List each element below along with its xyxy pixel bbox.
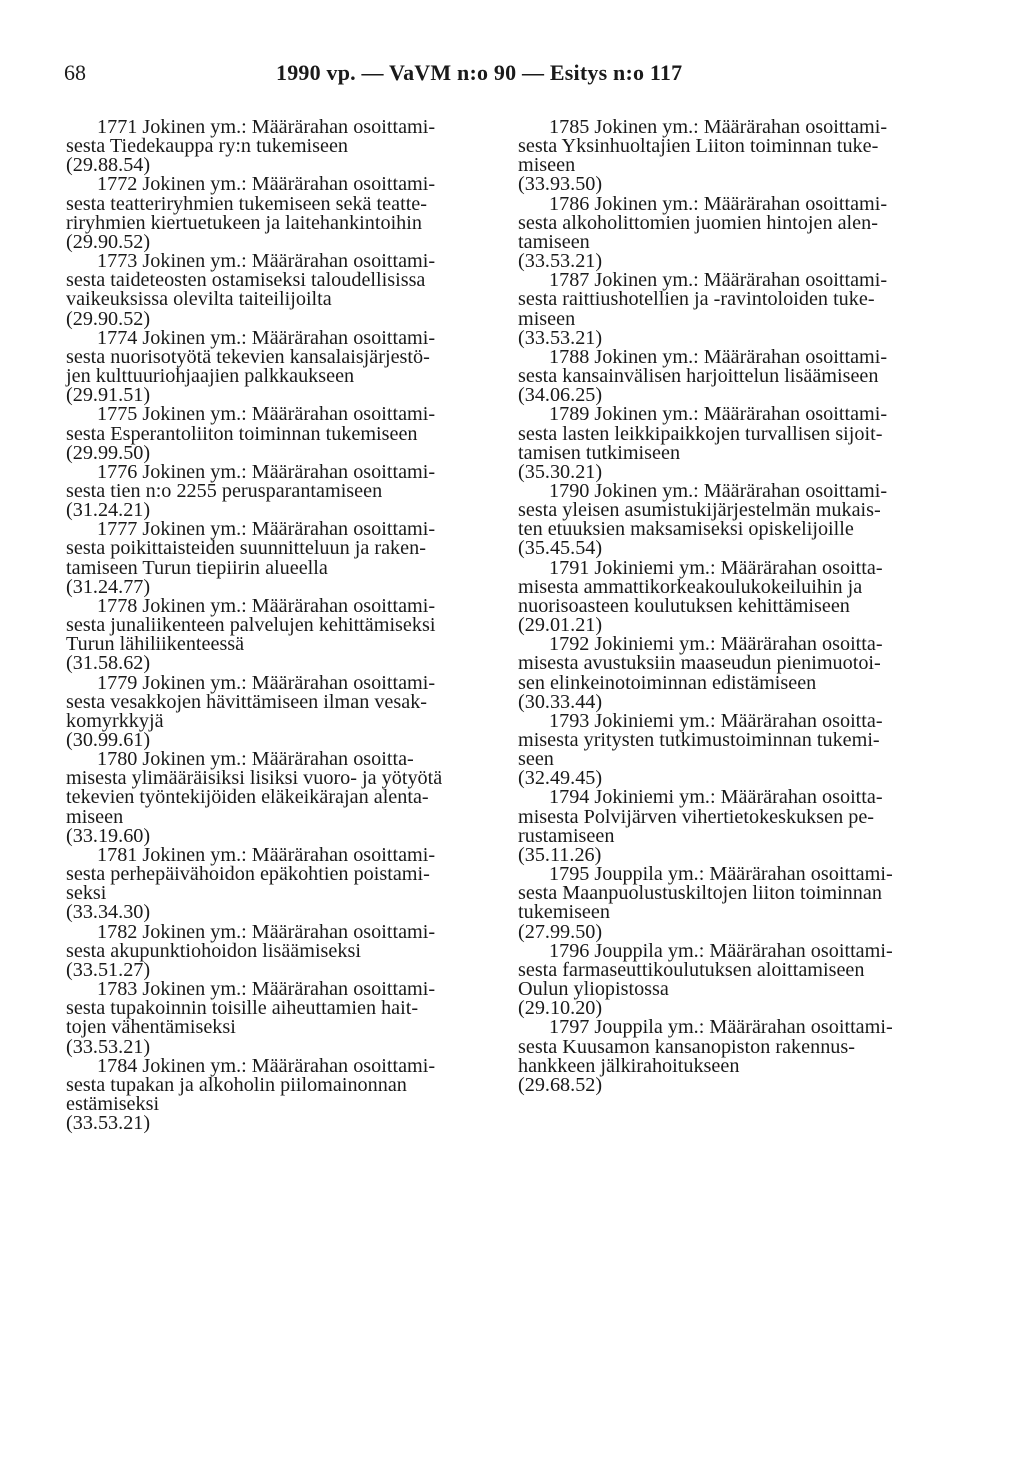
motion-text-line: sesta farmaseuttikoulutuksen aloittamiseen (518, 958, 865, 981)
motion-heading: 1797 Jouppila ym.: Määrärahan osoittami- (549, 1016, 893, 1039)
motion-heading: 1773 Jokinen ym.: Määrärahan osoittami- (97, 250, 436, 273)
motion-text-line: sesta teatteriryhmien tukemiseen sekä teatte- (66, 192, 427, 215)
budget-item-number: (35.30.21) (518, 460, 603, 483)
motion-heading: 1787 Jokinen ym.: Määrärahan osoittami- (549, 269, 888, 292)
budget-item-number: (33.34.30) (66, 901, 151, 924)
budget-item-number: (33.51.27) (66, 958, 151, 981)
motion-text-line: sesta Yksinhuoltajien Liiton toiminnan tuke- (518, 135, 879, 158)
motion-entry (66, 671, 506, 751)
motion-text-line: Turun lähiliikenteessä (66, 633, 245, 656)
motion-entry (518, 939, 964, 1020)
motion-text-line: sesta tupakoinnin toisille aiheuttamien hait- (66, 997, 419, 1020)
motion-entry (66, 980, 506, 1057)
motion-entry (66, 843, 506, 924)
budget-item-number: (31.24.21) (66, 499, 151, 522)
motion-heading: 1774 Jokinen ym.: Määrärahan osoittami- (97, 326, 436, 349)
motion-text-line: misesta avustuksiin maaseudun pienimuotoi- (518, 652, 881, 675)
motion-text-line: sesta lasten leikkipaikkojen turvallisen sijoit- (518, 422, 883, 445)
motion-text-line: sesta nuorisotyötä tekevien kansalaisjärjestö- (66, 345, 430, 368)
motion-heading: 1796 Jouppila ym.: Määrärahan osoittami- (549, 939, 893, 962)
motion-entry (518, 1018, 964, 1095)
motion-text-line: misesta ammattikorkeakoulukokeiluihin ja (518, 575, 863, 598)
motion-entry (518, 118, 964, 195)
motion-entry (518, 788, 964, 865)
motion-text-line: tamiseen (518, 230, 590, 253)
motion-heading: 1779 Jokinen ym.: Määrärahan osoittami- (97, 671, 436, 694)
motion-entry (66, 920, 506, 981)
motion-entry (66, 118, 506, 175)
motion-text-line: komyrkkyjä (66, 709, 164, 732)
motion-heading: 1771 Jokinen ym.: Määrärahan osoittami- (97, 116, 436, 138)
budget-item-number: (30.33.44) (518, 690, 603, 713)
motion-text-line: tojen vähentämiseksi (66, 1016, 236, 1039)
motion-entry (518, 405, 964, 482)
budget-item-number: (33.53.21) (66, 1035, 151, 1058)
motion-text-line: seen (518, 748, 554, 771)
motion-heading: 1795 Jouppila ym.: Määrärahan osoittami- (549, 863, 893, 886)
motion-heading: 1788 Jokinen ym.: Määrärahan osoittami- (549, 345, 888, 368)
page-number: 68 (64, 60, 86, 85)
motion-text-line: tamisen tutkimiseen (518, 441, 681, 464)
motion-entry (66, 326, 506, 407)
budget-item-number: (33.53.21) (518, 250, 603, 273)
motion-heading: 1775 Jokinen ym.: Määrärahan osoittami- (97, 403, 436, 426)
motion-heading: 1784 Jokinen ym.: Määrärahan osoittami- (97, 1054, 436, 1077)
motion-entry (66, 405, 506, 462)
motion-entry (518, 635, 964, 712)
motion-entry (66, 750, 506, 846)
motion-text-line: sesta tien n:o 2255 perusparantamiseen (66, 479, 383, 502)
motion-heading: 1777 Jokinen ym.: Määrärahan osoittami- (97, 518, 436, 541)
motion-heading: 1789 Jokinen ym.: Määrärahan osoittami- (549, 403, 888, 426)
motion-text-line: Oulun yliopistossa (518, 978, 669, 1001)
motion-text-line: sen elinkeinotoiminnan edistämiseen (518, 671, 817, 694)
budget-item-number: (33.93.50) (518, 173, 603, 196)
motion-entry (518, 709, 964, 790)
right-column (518, 118, 964, 1095)
motion-text-line: sesta alkoholittomien juomien hintojen alen- (518, 211, 878, 234)
budget-item-number: (27.99.50) (518, 920, 603, 943)
motion-entry (518, 865, 964, 942)
motion-heading: 1783 Jokinen ym.: Määrärahan osoittami- (97, 978, 436, 1001)
budget-item-number: (29.68.52) (518, 1073, 603, 1096)
budget-item-number: (29.91.51) (66, 384, 151, 407)
motion-text-line: misesta Polvijärven vihertietokeskuksen pe- (518, 805, 875, 828)
motion-text-line: sesta junaliikenteen palvelujen kehittämiseksi (66, 614, 436, 637)
motion-entry (66, 594, 506, 675)
motion-text-line: ten etuuksien maksamiseksi opiskelijoille (518, 518, 854, 541)
motion-text-line: sesta poikittaisteiden suunnitteluun ja raken- (66, 537, 426, 560)
motion-text-line: sesta Kuusamon kansanopiston rakennus- (518, 1035, 855, 1058)
motion-heading: 1790 Jokinen ym.: Määrärahan osoittami- (549, 479, 888, 502)
motion-text-line: misesta ylimääräisiksi lisiksi vuoro- ja yötyötä (66, 767, 443, 790)
motion-text-line: miseen (518, 307, 576, 330)
motion-heading: 1785 Jokinen ym.: Määrärahan osoittami- (549, 116, 888, 138)
motion-text-line: tukemiseen (518, 901, 610, 924)
motion-text-line: sesta Esperantoliiton toiminnan tukemiseen (66, 422, 418, 445)
budget-item-number: (34.06.25) (518, 384, 603, 407)
motion-text-line: jen kulttuuriohjaajien palkkaukseen (66, 365, 355, 388)
motion-entry (518, 271, 964, 348)
budget-item-number: (29.88.54) (66, 154, 151, 177)
motion-heading: 1791 Jokiniemi ym.: Määrärahan osoitta- (549, 556, 883, 579)
motion-text-line: sesta raittiushotellien ja -ravintoloiden tuke- (518, 288, 875, 311)
motion-entry (66, 520, 506, 597)
budget-item-number: (35.11.26) (518, 843, 602, 866)
budget-item-number: (29.90.52) (66, 307, 151, 330)
motion-text-line: riryhmien kiertuetukeen ja laitehankintoihin (66, 211, 422, 234)
budget-item-number: (29.99.50) (66, 441, 151, 464)
motion-text-line: sesta akupunktiohoidon lisäämiseksi (66, 939, 361, 962)
left-column (66, 118, 506, 1133)
motion-entry (518, 345, 964, 407)
motion-text-line: miseen (66, 805, 124, 828)
budget-item-number: (35.45.54) (518, 537, 603, 560)
motion-entry (66, 1054, 506, 1135)
motion-heading: 1772 Jokinen ym.: Määrärahan osoittami- (97, 173, 436, 196)
motion-heading: 1792 Jokiniemi ym.: Määrärahan osoitta- (549, 633, 883, 656)
motion-text-line: hankkeen jälkirahoitukseen (518, 1054, 740, 1077)
motion-text-line: miseen (518, 154, 576, 177)
motion-heading: 1793 Jokiniemi ym.: Määrärahan osoitta- (549, 709, 883, 732)
motion-entry (518, 192, 964, 273)
motion-text-line: sesta Maanpuolustuskiltojen liiton toiminnan (518, 882, 882, 905)
motion-text-line: sesta kansainvälisen harjoittelun lisäämiseen (518, 365, 879, 388)
running-header: 1990 vp. — VaVM n:o 90 — Esitys n:o 117 (276, 60, 683, 85)
budget-item-number: (31.58.62) (66, 652, 151, 675)
motion-text-line: vaikeuksissa olevilta taiteilijoilta (66, 288, 332, 311)
budget-item-number: (29.10.20) (518, 997, 603, 1020)
motion-text-line: nuorisoasteen koulutuksen kehittämiseen (518, 594, 850, 617)
motion-text-line: sesta taideteosten ostamiseksi taloudellisissa (66, 269, 426, 292)
budget-item-number: (29.01.21) (518, 614, 603, 637)
motion-heading: 1794 Jokiniemi ym.: Määrärahan osoitta- (549, 786, 883, 809)
motion-text-line: seksi (66, 882, 107, 905)
motion-text-line: tekevien työntekijöiden eläkeikärajan alenta- (66, 786, 429, 809)
motion-text-line: sesta Tiedekauppa ry:n tukemiseen (66, 135, 349, 158)
budget-item-number: (29.90.52) (66, 230, 151, 253)
motion-text-line: sesta yleisen asumistukijärjestelmän mukais- (518, 499, 881, 522)
budget-item-number: (32.49.45) (518, 767, 603, 790)
motion-text-line: tamiseen Turun tiepiirin alueella (66, 556, 328, 579)
motion-entry (518, 556, 964, 637)
motion-entry (66, 460, 506, 522)
budget-item-number: (30.99.61) (66, 729, 151, 751)
motion-entry (66, 252, 506, 329)
motion-text-line: sesta tupakan ja alkoholin piilomainonnan (66, 1073, 407, 1096)
motion-entry (518, 479, 964, 560)
motion-heading: 1782 Jokinen ym.: Määrärahan osoittami- (97, 920, 436, 943)
motion-text-line: sesta vesakkojen hävittämiseen ilman vesak- (66, 690, 428, 713)
motion-text-line: rustamiseen (518, 824, 615, 847)
budget-item-number: (31.24.77) (66, 575, 151, 598)
budget-item-number: (33.53.21) (518, 326, 603, 349)
motion-text-line: sesta perhepäivähoidon epäkohtien poistami- (66, 863, 430, 886)
motion-entry (66, 175, 506, 252)
budget-item-number: (33.53.21) (66, 1112, 151, 1135)
motion-heading: 1780 Jokinen ym.: Määrärahan osoitta- (97, 748, 414, 771)
motion-text-line: misesta yritysten tutkimustoiminnan tukemi- (518, 729, 880, 751)
motion-heading: 1778 Jokinen ym.: Määrärahan osoittami- (97, 594, 436, 617)
motion-text-line: estämiseksi (66, 1092, 160, 1115)
motion-heading: 1786 Jokinen ym.: Määrärahan osoittami- (549, 192, 888, 215)
budget-item-number: (33.19.60) (66, 824, 151, 847)
motion-heading: 1781 Jokinen ym.: Määrärahan osoittami- (97, 843, 436, 866)
motion-heading: 1776 Jokinen ym.: Määrärahan osoittami- (97, 460, 436, 483)
